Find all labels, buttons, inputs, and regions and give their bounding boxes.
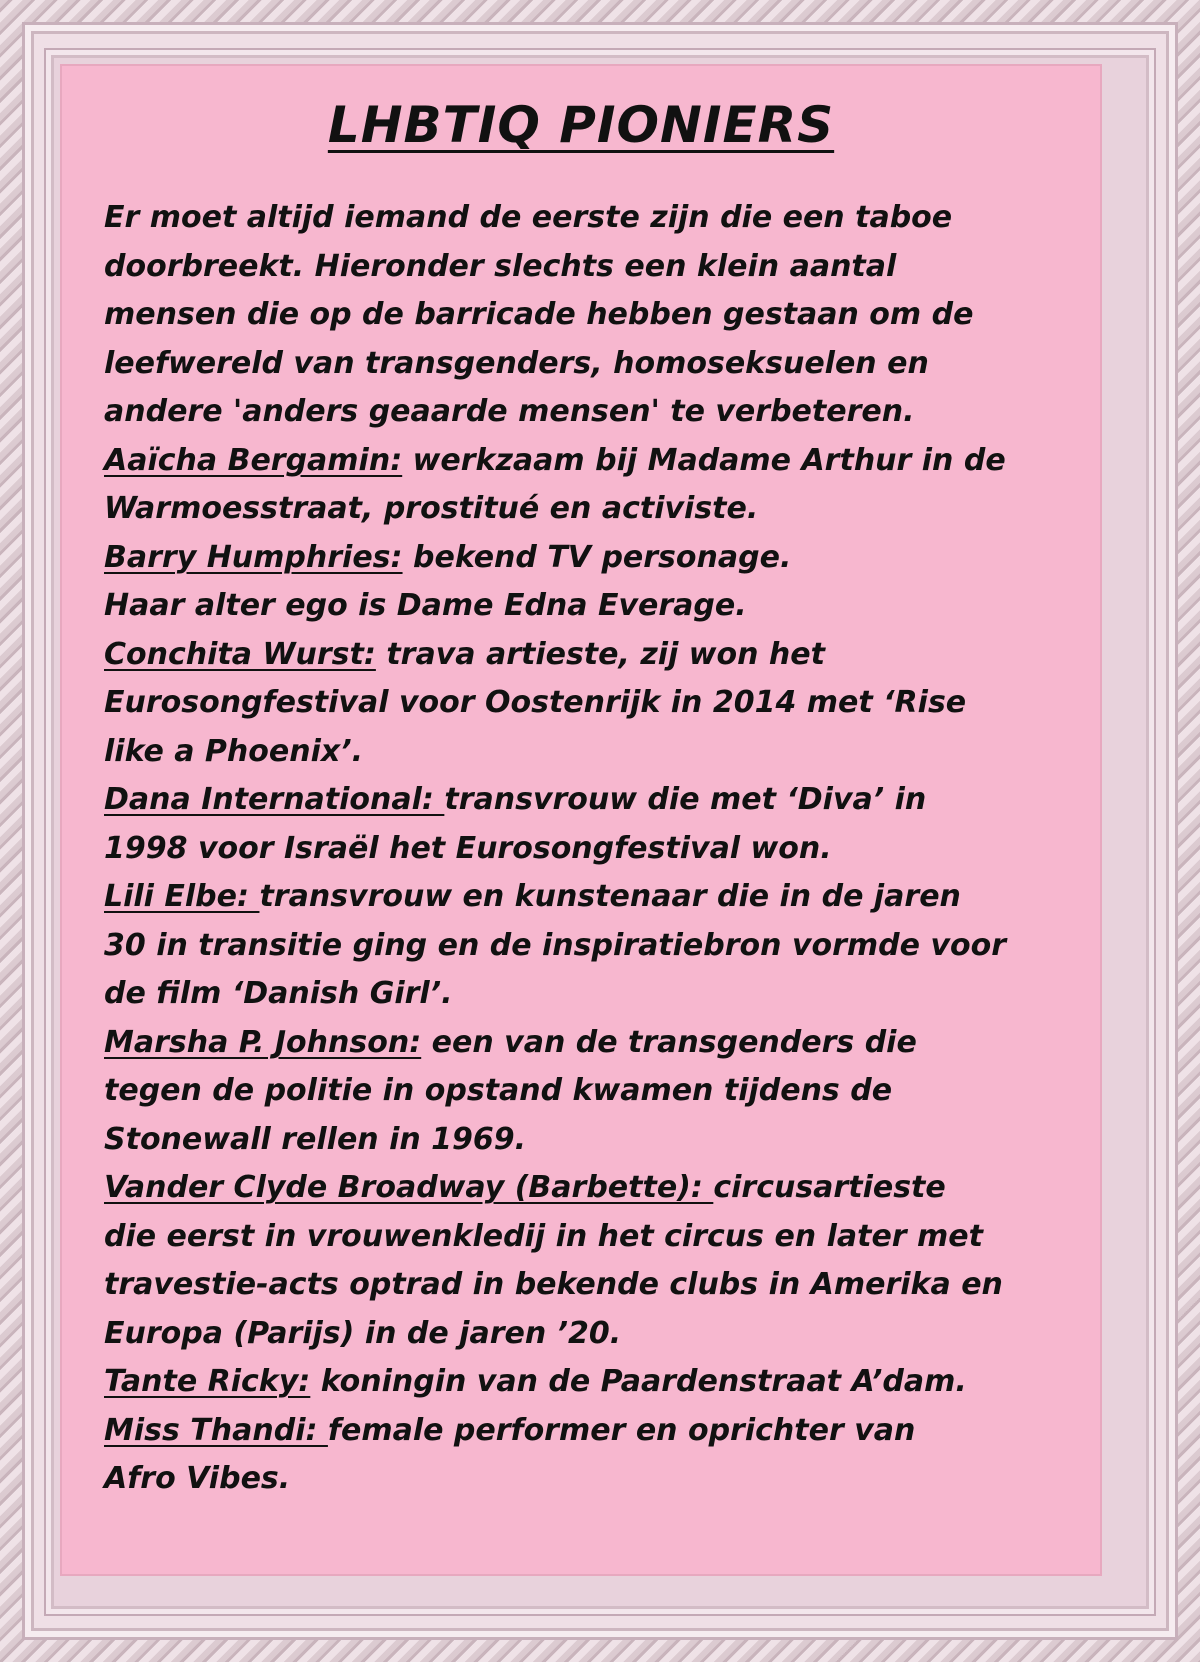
entry-line bbox=[104, 1164, 1104, 1213]
entry-line: Afro Vibes. bbox=[104, 1461, 291, 1496]
entry-line: 1998 voor Israël het Eurosongfestival won. bbox=[104, 830, 832, 866]
pioneer-name: Barry Humphries: bbox=[104, 539, 403, 575]
entry-line bbox=[104, 776, 1104, 825]
pioneer-name: Marsha P. Johnson: bbox=[104, 1024, 422, 1060]
pioneer-description: koningin van de Paardenstraat A’dam. bbox=[310, 1364, 967, 1399]
pioneer-name: Dana International: bbox=[104, 782, 445, 817]
pioneer-name: Tante Ricky: bbox=[104, 1364, 311, 1399]
page-title: LHBTIQ PIONIERS bbox=[327, 96, 835, 154]
intro-line: leefwereld van transgenders, homoseksuelen en bbox=[104, 345, 929, 381]
pioneer-name: Vander Clyde Broadway (Barbette): bbox=[104, 1170, 714, 1205]
pioneer-description: transvrouw en kunstenaar die in de jaren bbox=[259, 879, 961, 914]
intro-line: andere 'anders geaarde mensen' te verbeteren. bbox=[104, 394, 915, 429]
pioneer-description: werkzaam bij Madame Arthur in de bbox=[402, 442, 1006, 478]
entry-line bbox=[104, 534, 1104, 583]
pioneer-description: female performer en oprichter van bbox=[327, 1412, 916, 1448]
entry-line: Warmoesstraat, prostitué en activiste. bbox=[104, 491, 759, 526]
entry-line: tegen de politie in opstand kwamen tijdens de bbox=[104, 1073, 893, 1108]
intro-line: Er moet altijd iemand de eerste zijn die een taboe bbox=[104, 200, 953, 235]
pioneer-description: trava artieste, zij won het bbox=[375, 636, 825, 672]
pioneer-name: Miss Thandi: bbox=[104, 1412, 328, 1448]
entry-line: travestie-acts optrad in bekende clubs in Amerika en bbox=[104, 1267, 1003, 1302]
entry-line: like a Phoenix’. bbox=[104, 733, 364, 769]
entry-line: Stonewall rellen in 1969. bbox=[104, 1121, 527, 1157]
entry-line bbox=[104, 1019, 1104, 1068]
pioneer-description: een van de transgenders die bbox=[421, 1024, 917, 1060]
entry-line bbox=[104, 1407, 1104, 1456]
pioneer-description: bekend TV personage. bbox=[402, 539, 792, 575]
intro-line: mensen die op de barricade hebben gestaan om de bbox=[104, 297, 974, 332]
text-body bbox=[104, 194, 1104, 1504]
entry-line bbox=[104, 437, 1104, 486]
entry-line: die eerst in vrouwenkledij in het circus en later met bbox=[104, 1218, 983, 1254]
pioneer-description: circusartieste bbox=[713, 1170, 946, 1205]
pioneer-name: Aaïcha Bergamin: bbox=[104, 442, 403, 478]
pioneer-description: transvrouw die met ‘Diva’ in bbox=[444, 782, 927, 817]
entry-line: 30 in transitie ging en de inspiratiebron vormde voor bbox=[104, 927, 1007, 963]
entry-line bbox=[104, 873, 1104, 922]
entry-line: Eurosongfestival voor Oostenrijk in 2014 met ‘Rise bbox=[104, 685, 967, 720]
entry-line bbox=[104, 1358, 1104, 1407]
pioneer-name: Conchita Wurst: bbox=[104, 636, 376, 672]
entry-line: de film ‘Danish Girl’. bbox=[104, 976, 453, 1011]
entry-line: Europa (Parijs) in de jaren ’20. bbox=[104, 1315, 622, 1351]
entry-line bbox=[104, 631, 1104, 680]
entry-line: Haar alter ego is Dame Edna Everage. bbox=[104, 588, 747, 623]
pink-sheet bbox=[62, 66, 1100, 1574]
intro-line: doorbreekt. Hieronder slechts een klein aantal bbox=[104, 248, 897, 284]
pioneer-name: Lili Elbe: bbox=[104, 879, 260, 914]
